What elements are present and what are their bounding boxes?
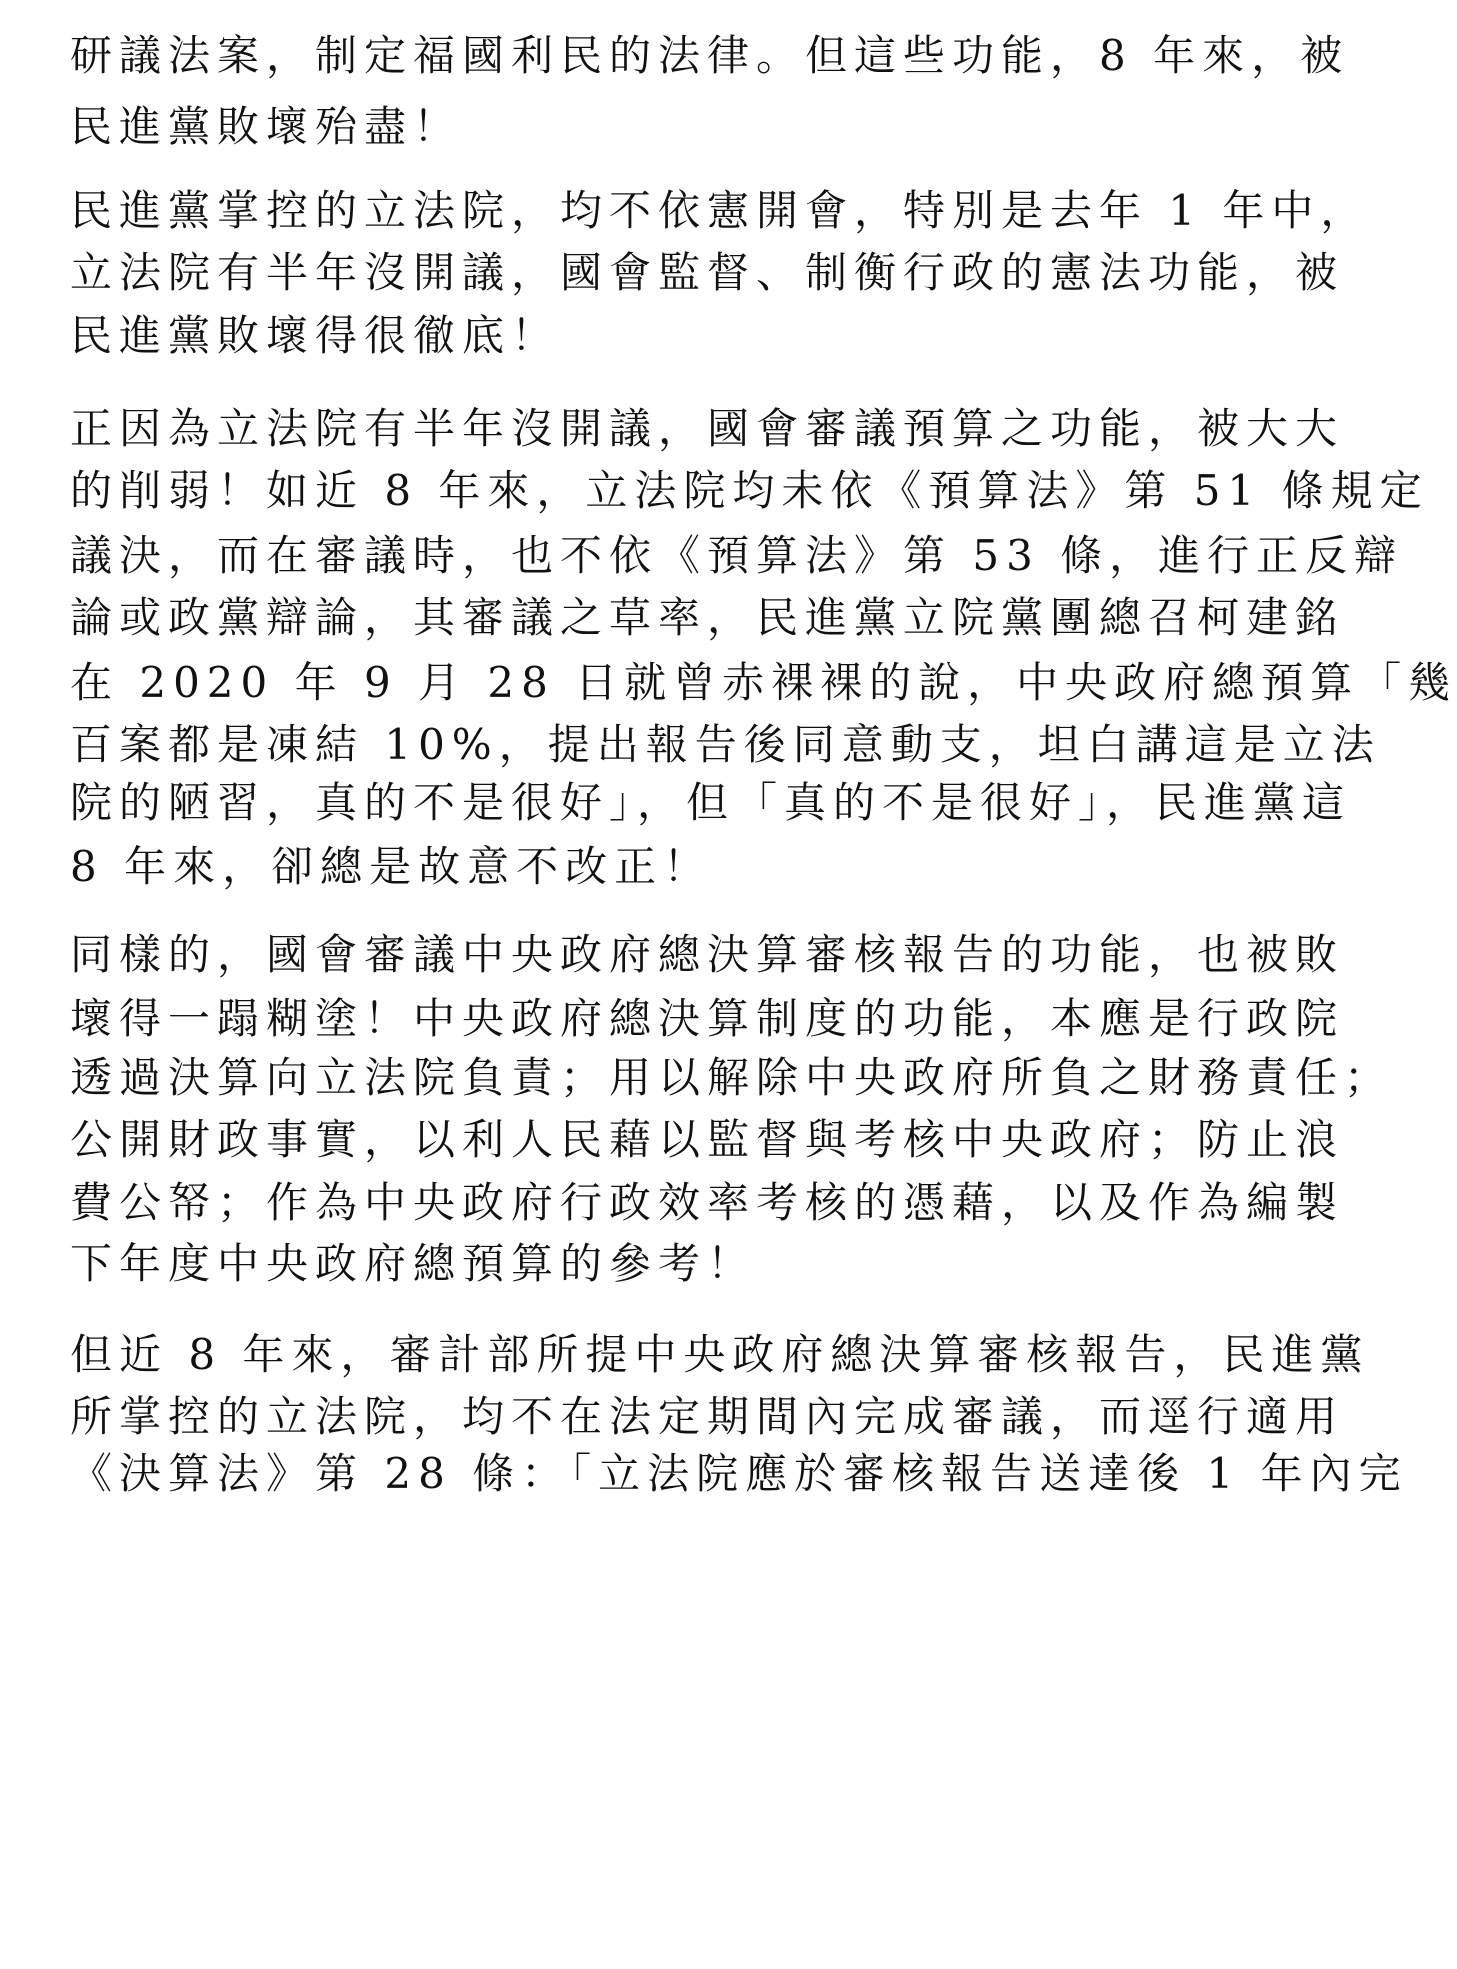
text-line: 正因為立法院有半年沒開議，國會審議預算之功能，被大大: [70, 404, 1345, 453]
text-line: 民進黨敗壞得很徹底！: [70, 311, 561, 360]
text-line: 壞得一蹋糊塗！中央政府總決算制度的功能，本應是行政院: [70, 994, 1345, 1043]
text-line: 費公帑；作為中央政府行政效率考核的憑藉，以及作為編製: [70, 1178, 1345, 1227]
text-line: 公開財政事實，以利人民藉以監督與考核中央政府；防止浪: [70, 1115, 1345, 1164]
text-line: 同樣的，國會審議中央政府總決算審核報告的功能，也被敗: [70, 930, 1345, 979]
text-line: 的削弱！如近 8 年來，立法院均未依《預算法》第 51 條規定: [70, 466, 1429, 515]
text-line: 民進黨掌控的立法院，均不依憲開會，特別是去年 1 年中，: [70, 186, 1370, 235]
text-line: 民進黨敗壞殆盡！: [70, 102, 463, 151]
text-line: 立法院有半年沒開議，國會監督、制衡行政的憲法功能，被: [70, 248, 1345, 297]
text-line: 透過決算向立法院負責；用以解除中央政府所負之財務責任；: [70, 1053, 1394, 1102]
text-line: 下年度中央政府總預算的參考！: [70, 1239, 757, 1288]
text-line: 《決算法》第 28 條：「立法院應於審核報告送達後 1 年內完: [70, 1449, 1408, 1498]
text-line: 8 年來，卻總是故意不改正！: [70, 842, 713, 891]
text-line: 論或政黨辯論，其審議之草率，民進黨立院黨團總召柯建銘: [70, 593, 1345, 642]
text-line: 研議法案，制定福國利民的法律。但這些功能，8 年來，被: [70, 31, 1350, 80]
text-line: 院的陋習，真的不是很好」，但「真的不是很好」，民進黨這: [70, 778, 1352, 827]
text-line: 議決，而在審議時，也不依《預算法》第 53 條，進行正反辯: [70, 531, 1404, 580]
text-line: 在 2020 年 9 月 28 日就曾赤裸裸的說，中央政府總預算「幾: [70, 658, 1457, 707]
text-line: 百案都是凍結 10%，提出報告後同意動支，坦白講這是立法: [70, 720, 1381, 769]
text-line: 但近 8 年來，審計部所提中央政府總決算審核報告，民進黨: [70, 1330, 1370, 1379]
text-line: 所掌控的立法院，均不在法定期間內完成審議，而逕行適用: [70, 1392, 1345, 1441]
